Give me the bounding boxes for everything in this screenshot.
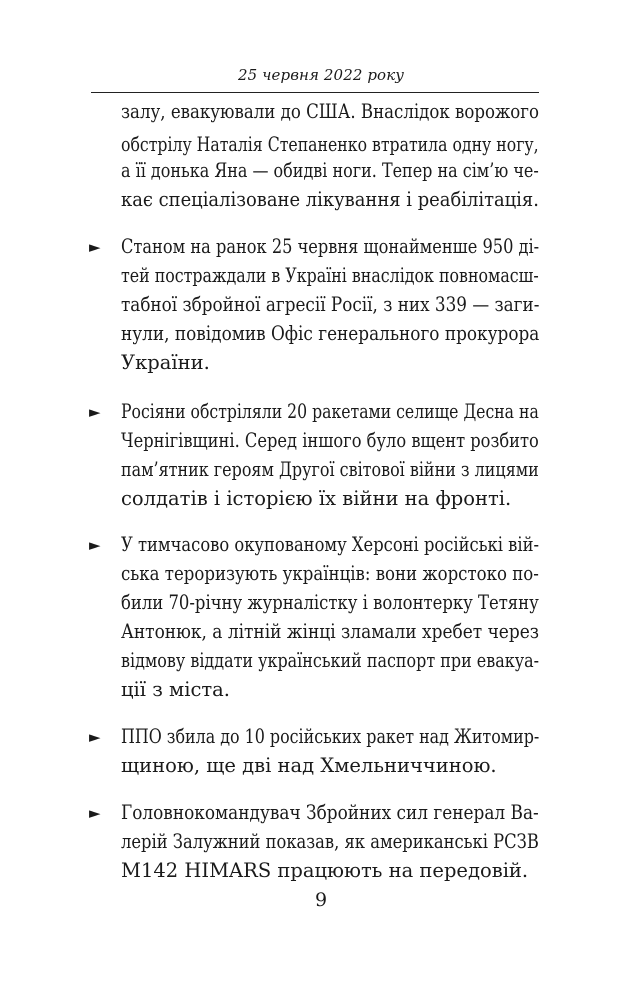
text-line: обстрілу Наталія Степаненко втратила одну ногу, [121,133,539,156]
text-line: табної збройної агресії Росії, з них 339 — заги- [121,293,540,316]
text-line: а її донька Яна — обидві ноги. Тепер на сім’ю че- [121,159,539,182]
bullet-icon: ► [89,403,101,421]
text-line: нули, повідомив Офіс генерального прокурора [121,322,540,345]
text-line: ППО збила до 10 російських ракет над Житомир- [121,725,540,748]
text-line: ська тероризують українців: вони жорстоко по- [121,562,539,585]
text-line: тей постраждали в Україні внаслідок повномасш- [121,264,539,287]
text-line: Чернігівщині. Серед іншого було вщент розбито [121,429,539,452]
text-line: У тимчасово окупованому Херсоні російські вій- [121,533,540,556]
page-number: 9 [314,889,328,911]
text-line: відмову віддати український паспорт при евакуа- [121,649,539,672]
text-line: України. [121,351,210,374]
text-line: лерій Залужний показав, як американські РСЗВ [121,830,539,853]
text-line: Антонюк, а літній жінці зламали хребет через [121,620,540,643]
text-line: били 70-річну журналістку і волонтерку Тетяну [121,591,539,614]
bullet-icon: ► [89,536,101,554]
bullet-icon: ► [89,728,101,746]
text-line: щиною, ще дві над Хмельниччиною. [121,754,497,777]
header-rule [91,92,539,93]
text-line: кає спеціалізоване лікування і реабілітація. [121,188,539,211]
text-line: Росіяни обстріляли 20 ракетами селище Десна на [121,400,539,423]
bullet-icon: ► [89,804,101,822]
text-line: Станом на ранок 25 червня щонайменше 950 ді- [121,235,540,258]
text-line: солдатів і історією їх війни на фронті. [121,487,512,510]
running-header: 25 червня 2022 року [237,66,405,84]
text-line: залу, евакуювали до США. Внаслідок ворожого [121,100,539,123]
bullet-icon: ► [89,238,101,256]
text-line: пам’ятник героям Другої світової війни з лицями [121,458,539,481]
text-line: M142 HIMARS працюють на передовій. [121,859,529,882]
text-line: Головнокомандувач Збройних сил генерал Ва- [121,801,539,824]
text-line: ції з міста. [121,678,230,701]
